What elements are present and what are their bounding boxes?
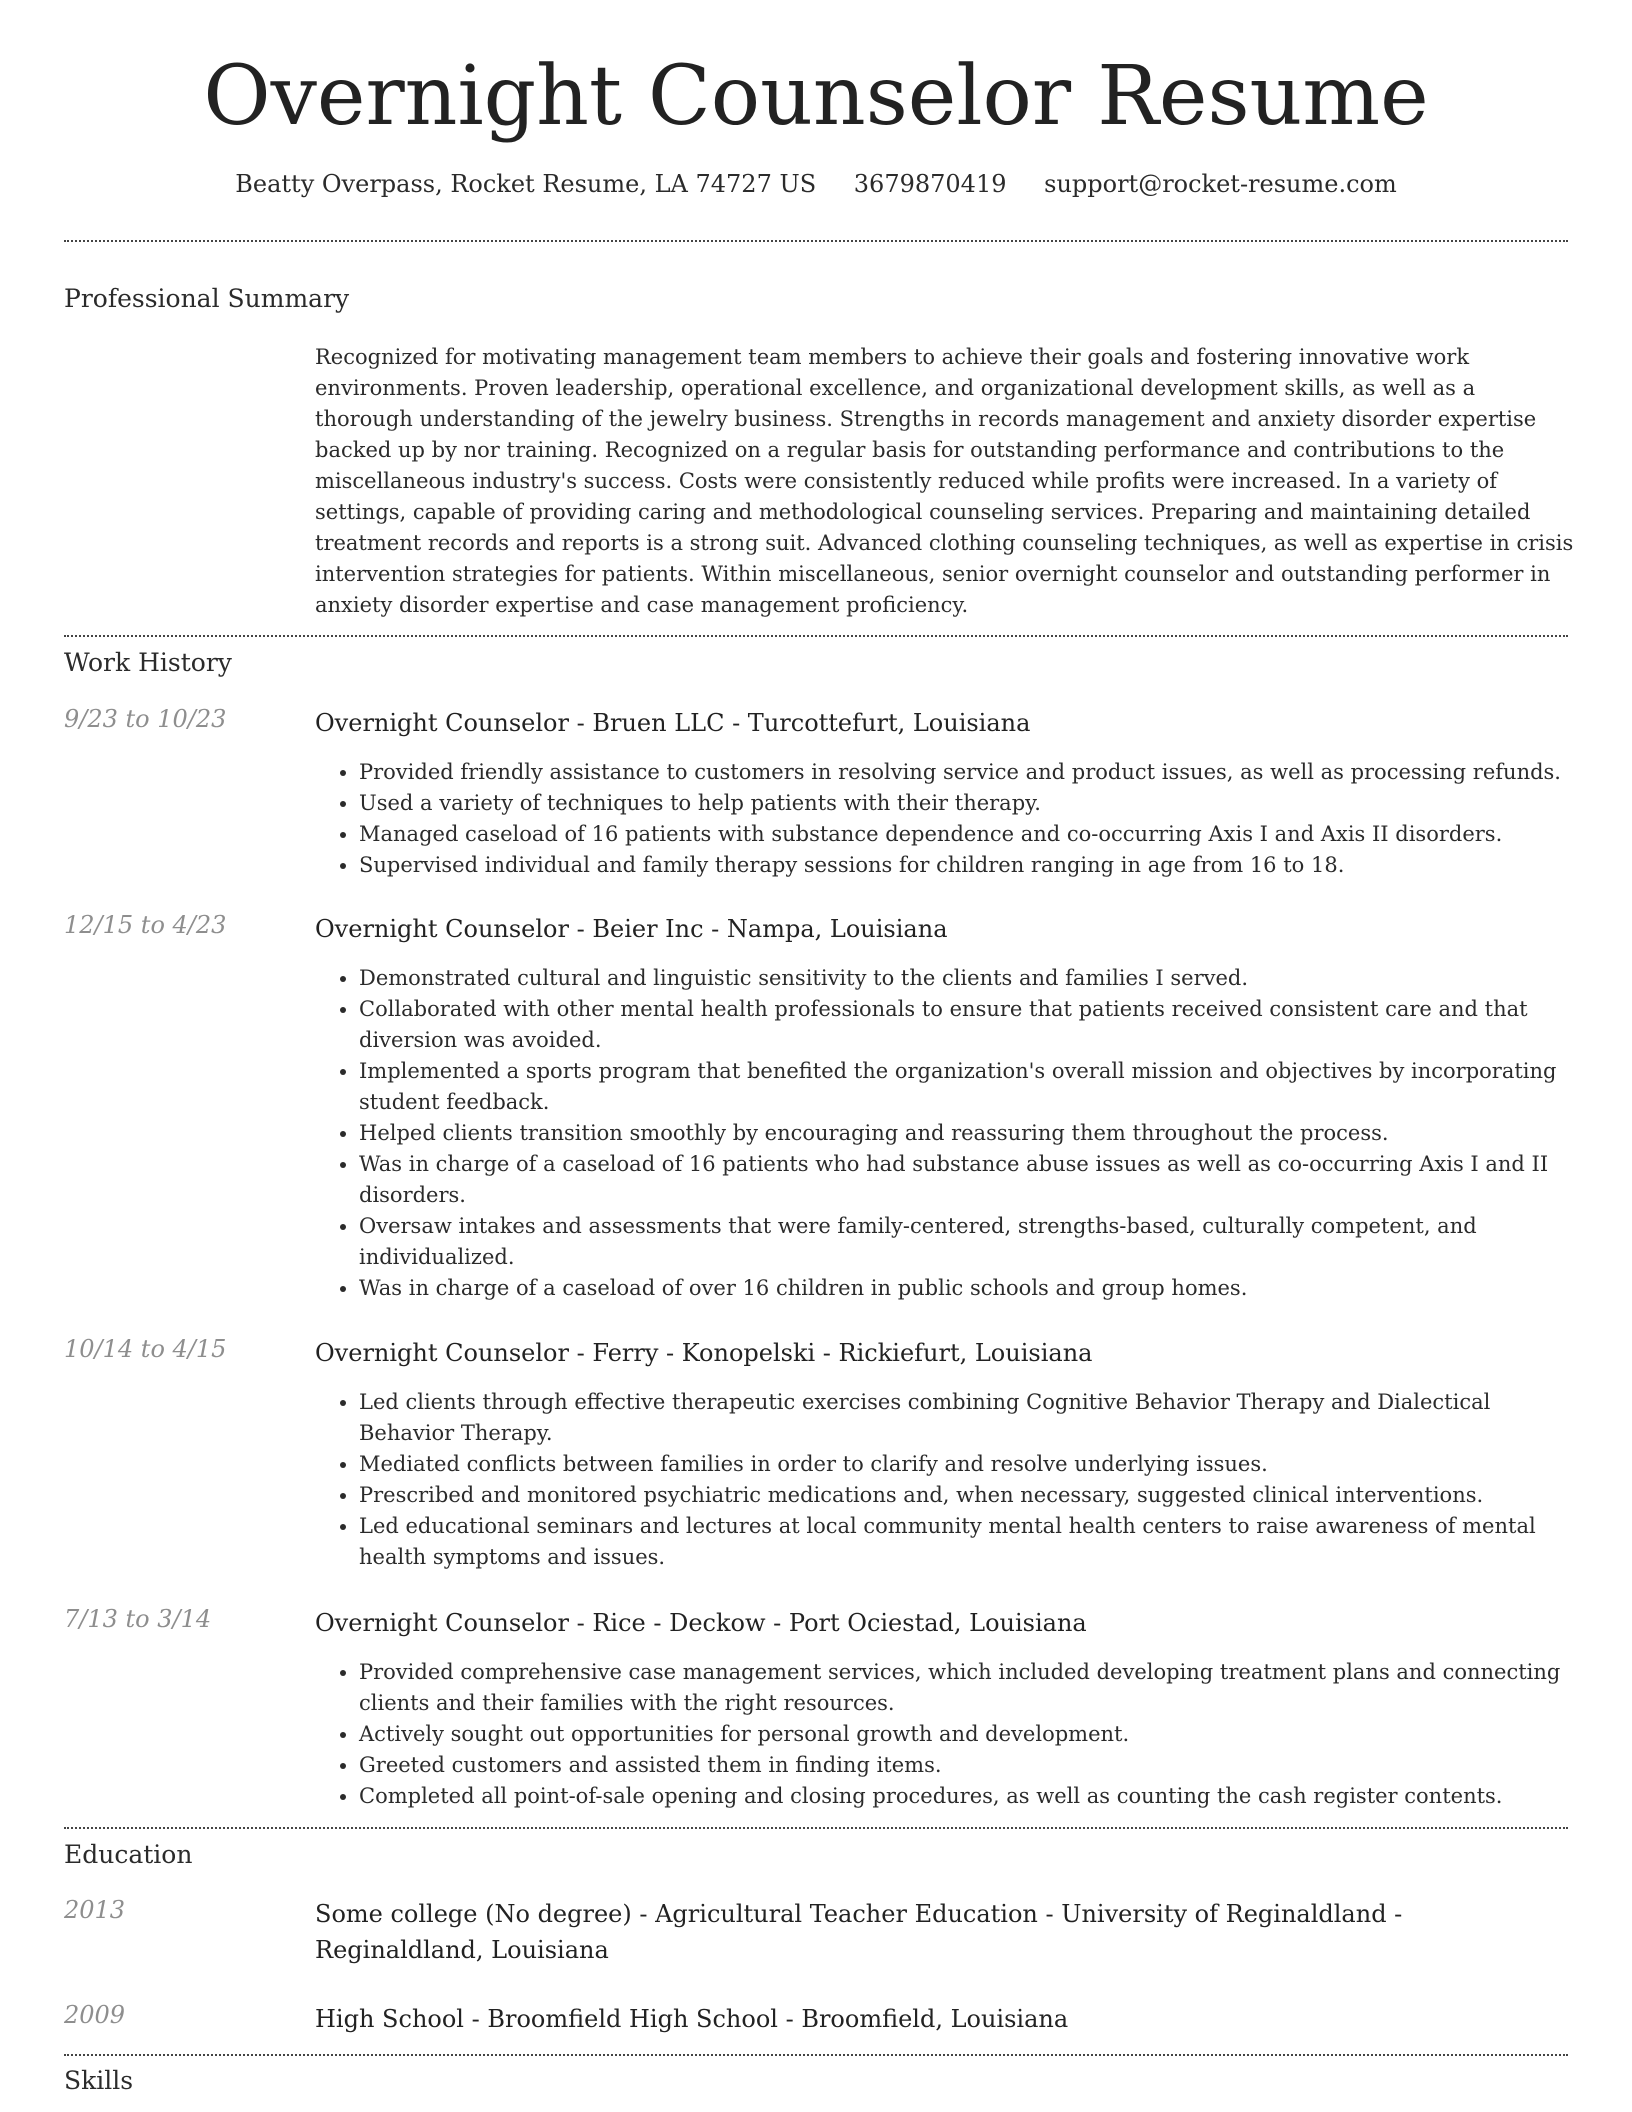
list-item: • Led clients through effective therapeutic exercises combining Cognitive Behavior Therapy and Dialectical Behavior Therapy. <box>359 1387 1575 1449</box>
job-title: Overnight Counselor - Bruen LLC - Turcottefurt, Louisiana <box>315 709 1031 737</box>
contact-address: Beatty Overpass, Rocket Resume, LA 74727 US <box>235 170 817 198</box>
job-bullets <box>315 1657 1575 1812</box>
list-item: • Provided friendly assistance to customers in resolving service and product issues, as well as processing refunds. <box>359 757 1575 788</box>
section-title-work: Work History <box>64 648 232 677</box>
job-date: 7/13 to 3/14 <box>64 1605 212 1633</box>
contact-line <box>0 170 1632 198</box>
list-item: • Completed all point-of-sale opening and closing procedures, as well as counting the cash register contents. <box>359 1781 1575 1812</box>
list-item: • Actively sought out opportunities for personal growth and development. <box>359 1719 1575 1750</box>
list-item: • Greeted customers and assisted them in finding items. <box>359 1750 1575 1781</box>
section-title-summary: Professional Summary <box>64 284 350 313</box>
job-date: 10/14 to 4/15 <box>64 1335 227 1363</box>
job-bullets <box>315 963 1575 1304</box>
job-date: 9/23 to 10/23 <box>64 705 227 733</box>
list-item: • Supervised individual and family therapy sessions for children ranging in age from 16 to 18. <box>359 850 1575 881</box>
list-item: • Led educational seminars and lectures at local community mental health centers to raise awareness of mental health symptoms and issues. <box>359 1511 1575 1573</box>
education-date: 2013 <box>64 1896 126 1924</box>
job-title: Overnight Counselor - Beier Inc - Nampa, Louisiana <box>315 915 948 943</box>
list-item: • Was in charge of a caseload of over 16 children in public schools and group homes. <box>359 1273 1575 1304</box>
summary-text: Recognized for motivating management team members to achieve their goals and fostering innovative work environments. Proven leadership, operational excellence, and organizational development skills, as well as a thorough understanding of the jewelry business. Strengths in records management and anxiety disorder expertise backed up by nor training. Recognized on a regular basis for outstanding performance and contributions to the miscellaneous industry's success. Costs were consistently reduced while profits were increased. In a variety of settings, capable of providing caring and methodological counseling services. Preparing and maintaining detailed treatment records and reports is a strong suit. Advanced clothing counseling techniques, as well as expertise in crisis intervention strategies for patients. Within miscellaneous, senior overnight counselor and outstanding performer in anxiety disorder expertise and case management proficiency. <box>315 345 1574 617</box>
job-title: Overnight Counselor - Rice - Deckow - Port Ociestad, Louisiana <box>315 1609 1087 1637</box>
divider <box>64 240 1568 242</box>
contact-phone: 3679870419 <box>853 170 1007 198</box>
list-item: • Mediated conflicts between families in order to clarify and resolve underlying issues. <box>359 1449 1575 1480</box>
job-bullets <box>315 1387 1575 1573</box>
page-title: Overnight Counselor Resume <box>203 49 1429 144</box>
section-title-education: Education <box>64 1840 193 1869</box>
job-title: Overnight Counselor - Ferry - Konopelski - Rickiefurt, Louisiana <box>315 1339 1093 1367</box>
list-item: • Collaborated with other mental health professionals to ensure that patients received consistent care and that diversion was avoided. <box>359 994 1575 1056</box>
education-title: High School - Broomfield High School - Broomfield, Louisiana <box>315 2005 1069 2033</box>
divider <box>64 1827 1568 1829</box>
divider <box>64 635 1568 637</box>
list-item: • Prescribed and monitored psychiatric medications and, when necessary, suggested clinical interventions. <box>359 1480 1575 1511</box>
education-date: 2009 <box>64 2001 126 2029</box>
list-item: • Used a variety of techniques to help patients with their therapy. <box>359 788 1575 819</box>
list-item: • Managed caseload of 16 patients with substance dependence and co-occurring Axis I and Axis II disorders. <box>359 819 1575 850</box>
list-item: • Implemented a sports program that benefited the organization's overall mission and objectives by incorporating student feedback. <box>359 1056 1575 1118</box>
list-item: • Demonstrated cultural and linguistic sensitivity to the clients and families I served. <box>359 963 1575 994</box>
list-item: • Helped clients transition smoothly by encouraging and reassuring them throughout the process. <box>359 1118 1575 1149</box>
list-item: • Was in charge of a caseload of 16 patients who had substance abuse issues as well as co-occurring Axis I and II disorders. <box>359 1149 1575 1211</box>
list-item: • Oversaw intakes and assessments that were family-centered, strengths-based, culturally competent, and individualized. <box>359 1211 1575 1273</box>
contact-email: support@rocket-resume.com <box>1044 170 1397 198</box>
list-item: • Provided comprehensive case management services, which included developing treatment plans and connecting clients and their families with the right resources. <box>359 1657 1575 1719</box>
job-bullets <box>315 757 1575 881</box>
education-title: Some college (No degree) - Agricultural Teacher Education - University of Reginaldland - Reginaldland, Louisiana <box>315 1900 1403 1964</box>
job-date: 12/15 to 4/23 <box>64 911 227 939</box>
divider <box>64 2054 1568 2056</box>
section-title-skills: Skills <box>64 2066 134 2095</box>
